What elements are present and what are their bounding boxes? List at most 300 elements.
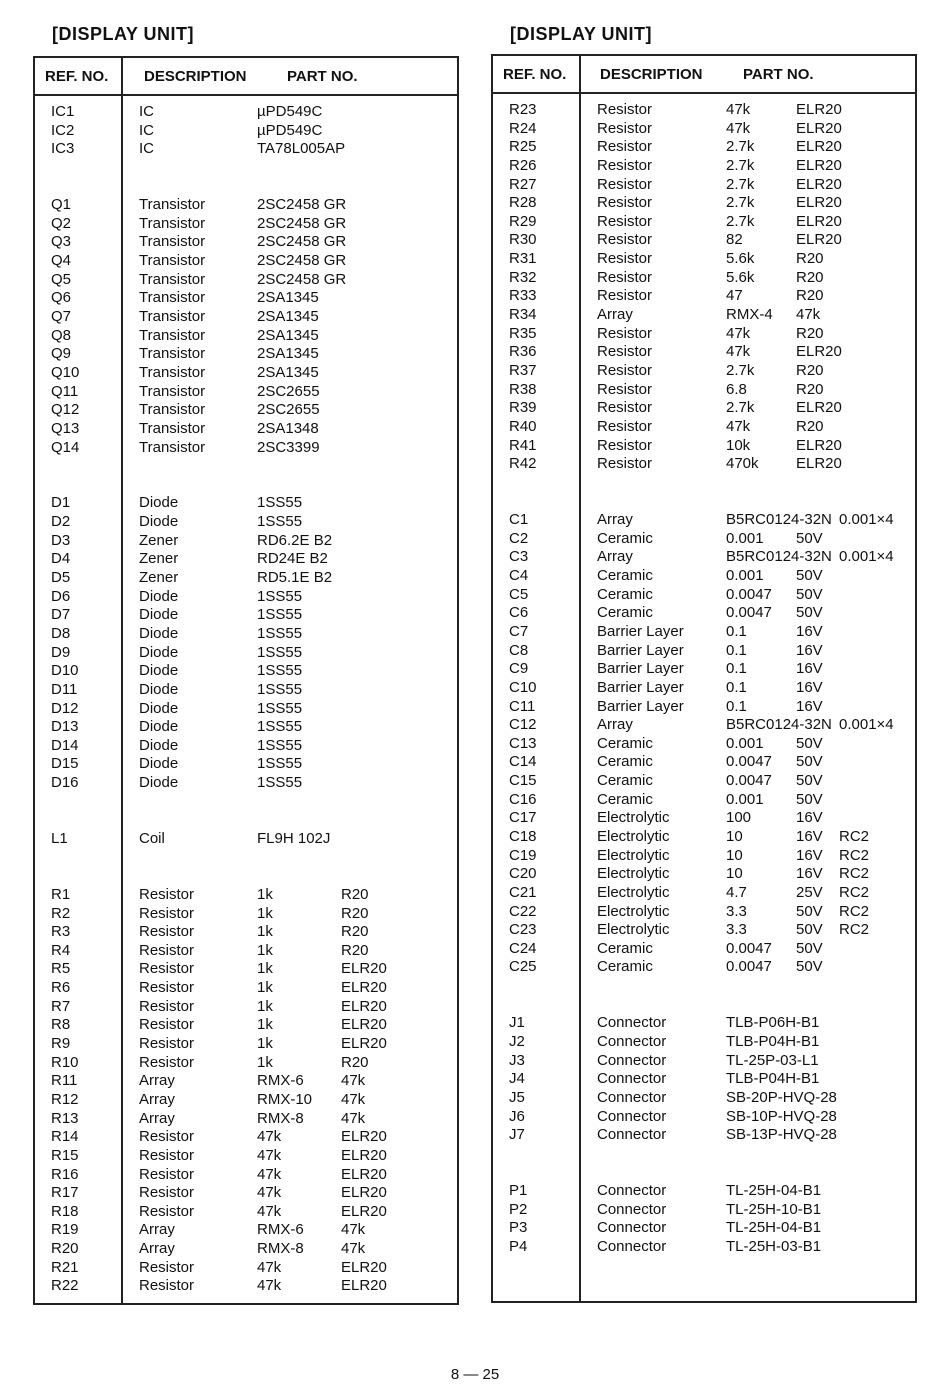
description-cell: Barrier Layer [597, 622, 684, 640]
table-row [493, 1014, 915, 1033]
part-rating-cell: 25V [796, 883, 823, 901]
table-row [35, 140, 457, 159]
part-no-cell: 1k [257, 960, 273, 978]
table-row [35, 289, 457, 308]
description-cell: Diode [139, 774, 179, 792]
table-row [35, 159, 457, 178]
part-no-cell: 1SS55 [257, 624, 303, 642]
part-extra-cell: 0.001×4 [839, 548, 894, 566]
part-extra-cell: RC2 [839, 902, 870, 920]
ref-no-cell: R3 [51, 923, 71, 941]
ref-no-cell: IC1 [51, 103, 75, 120]
description-cell: Zener [139, 550, 179, 568]
part-rating-cell: ELR20 [796, 343, 842, 361]
description-cell: Connector [597, 1088, 667, 1106]
table-row [35, 737, 457, 756]
description-cell: Diode [139, 755, 179, 773]
part-rating-cell: ELR20 [341, 997, 387, 1015]
part-no-cell: 2.7k [726, 399, 755, 417]
page-number: 8 — 25 [450, 1366, 500, 1383]
description-cell: Diode [139, 587, 179, 605]
ref-no-cell: D8 [51, 624, 71, 642]
part-rating-cell: 50V [796, 604, 823, 622]
ref-no-cell: L1 [51, 829, 68, 847]
part-rating-cell: ELR20 [796, 156, 842, 174]
table-row [35, 960, 457, 979]
part-no-cell: RMX-4 [726, 306, 773, 324]
description-cell: Electrolytic [597, 827, 670, 845]
part-no-cell: 47k [257, 1277, 282, 1295]
part-no-cell: 2.7k [726, 138, 755, 156]
part-no-cell: 1SS55 [257, 513, 303, 531]
part-rating-cell: 50V [796, 585, 823, 603]
part-no-cell: 0.001 [726, 529, 764, 547]
part-no-cell: 2.7k [726, 194, 755, 212]
part-rating-cell: 47k [341, 1221, 366, 1239]
part-rating-cell: R20 [796, 268, 824, 286]
part-no-cell: 47k [726, 119, 751, 137]
ref-no-cell: R39 [509, 399, 537, 417]
table-row [493, 511, 915, 530]
table-row [493, 231, 915, 250]
table-row [493, 716, 915, 735]
part-no-cell: 1k [257, 1053, 273, 1071]
part-no-cell: 0.001 [726, 567, 764, 585]
part-no-cell: 1k [257, 1035, 273, 1053]
part-no-cell: 3.3 [726, 902, 747, 920]
table-row [493, 325, 915, 344]
ref-no-cell: R5 [51, 960, 71, 978]
table-row [35, 942, 457, 961]
table-row [35, 513, 457, 532]
table-row [493, 101, 915, 120]
part-no-cell: 2SA1345 [257, 363, 319, 381]
part-no-cell: 2SA1348 [257, 419, 319, 437]
part-rating-cell: ELR20 [341, 979, 387, 997]
ref-no-cell: C9 [509, 660, 529, 678]
part-no-cell: 1k [257, 941, 273, 959]
description-cell: Electrolytic [597, 809, 670, 827]
right-table-header [493, 56, 915, 94]
part-no-cell: 0.0047 [726, 958, 772, 976]
ref-no-cell: IC2 [51, 121, 75, 139]
part-rating-cell: 47k [341, 1109, 366, 1127]
part-no-cell: 0.001 [726, 734, 764, 752]
part-no-cell: 1SS55 [257, 606, 303, 624]
part-no-cell: 6.8 [726, 380, 747, 398]
ref-no-cell: C8 [509, 641, 529, 659]
description-cell: Array [139, 1090, 175, 1108]
table-row [493, 381, 915, 400]
table-row [35, 793, 457, 812]
part-no-cell: 1SS55 [257, 662, 303, 680]
table-row [493, 343, 915, 362]
description-cell: Resistor [597, 324, 653, 342]
table-row [493, 940, 915, 959]
table-row [35, 774, 457, 793]
description-cell: Electrolytic [597, 921, 670, 939]
part-rating-cell: ELR20 [341, 1146, 387, 1164]
description-cell: Transistor [139, 401, 206, 419]
part-no-cell: RMX-8 [257, 1109, 304, 1127]
description-cell: Zener [139, 531, 179, 549]
part-no-cell: 0.1 [726, 697, 747, 715]
table-row [35, 1221, 457, 1240]
part-extra-cell: 0.001×4 [839, 716, 894, 734]
description-cell: Transistor [139, 382, 206, 400]
part-no-cell: TL-25H-04-B1 [726, 1182, 822, 1200]
part-rating-cell: 50V [796, 939, 823, 957]
description-cell: Resistor [597, 175, 653, 193]
description-cell: Resistor [597, 287, 653, 305]
table-row [493, 623, 915, 642]
description-cell: Resistor [597, 156, 653, 174]
ref-no-cell: C17 [509, 809, 537, 827]
ref-no-cell: C5 [509, 585, 529, 603]
table-row [493, 437, 915, 456]
description-cell: Connector [597, 1182, 667, 1200]
part-no-cell: TL-25H-10-B1 [726, 1200, 822, 1218]
description-cell: Transistor [139, 214, 206, 232]
description-cell: Resistor [597, 417, 653, 435]
part-no-cell: 0.1 [726, 678, 747, 696]
ref-no-cell: R29 [509, 212, 537, 230]
ref-no-cell: R27 [509, 175, 537, 193]
part-rating-cell: 50V [796, 753, 823, 771]
left-table-header [35, 58, 457, 96]
table-row [493, 698, 915, 717]
description-cell: IC [139, 121, 154, 139]
part-no-cell: 1SS55 [257, 587, 303, 605]
ref-no-cell: C6 [509, 604, 529, 622]
part-no-cell: TLB-P04H-B1 [726, 1033, 820, 1051]
ref-no-cell: R38 [509, 380, 537, 398]
table-row [35, 103, 457, 122]
part-no-cell: 2SC2655 [257, 382, 320, 400]
part-rating-cell: 16V [796, 865, 823, 883]
table-row [35, 830, 457, 849]
description-cell: Ceramic [597, 939, 653, 957]
table-row [493, 958, 915, 977]
part-rating-cell: R20 [796, 380, 824, 398]
table-row [493, 1164, 915, 1183]
ref-no-cell: C14 [509, 753, 537, 771]
description-cell: Resistor [139, 1165, 195, 1183]
table-row [493, 753, 915, 772]
part-no-cell: 1k [257, 979, 273, 997]
description-cell: Barrier Layer [597, 697, 684, 715]
ref-no-cell: C12 [509, 716, 537, 734]
description-cell: Transistor [139, 196, 206, 214]
part-rating-cell: ELR20 [341, 1165, 387, 1183]
ref-no-cell: R2 [51, 904, 71, 922]
description-cell: Transistor [139, 326, 206, 344]
part-rating-cell: 50V [796, 902, 823, 920]
description-cell: Resistor [139, 1146, 195, 1164]
table-row [493, 120, 915, 139]
left-table-body [35, 103, 457, 1296]
ref-no-cell: J7 [509, 1126, 525, 1144]
part-rating-cell: 16V [796, 660, 823, 678]
ref-no-cell: P4 [509, 1238, 528, 1256]
part-no-cell: 2SC3399 [257, 438, 320, 456]
description-cell: Resistor [139, 979, 195, 997]
ref-no-cell: R31 [509, 250, 537, 268]
description-cell: Diode [139, 662, 179, 680]
table-row [493, 586, 915, 605]
description-cell: Connector [597, 1126, 667, 1144]
ref-no-cell: R33 [509, 287, 537, 305]
part-rating-cell: ELR20 [796, 175, 842, 193]
table-row [493, 791, 915, 810]
description-cell: Resistor [139, 1128, 195, 1146]
part-rating-cell: ELR20 [796, 399, 842, 417]
table-row [35, 644, 457, 663]
description-cell: Connector [597, 1238, 667, 1256]
part-no-cell: 47k [257, 1146, 282, 1164]
part-no-cell: TL-25P-03-L1 [726, 1051, 819, 1069]
part-rating-cell: 50V [796, 772, 823, 790]
ref-no-cell: R24 [509, 119, 537, 137]
description-cell: Diode [139, 494, 179, 512]
table-row [35, 718, 457, 737]
part-no-cell: 2.7k [726, 156, 755, 174]
table-row [35, 420, 457, 439]
table-row [35, 1240, 457, 1259]
table-row [35, 569, 457, 588]
description-cell: Transistor [139, 363, 206, 381]
table-row [35, 215, 457, 234]
table-row [493, 548, 915, 567]
ref-no-cell: R41 [509, 436, 537, 454]
part-no-cell: µPD549C [257, 121, 323, 139]
part-extra-cell: 0.001×4 [839, 511, 894, 529]
table-row [35, 700, 457, 719]
table-row [35, 439, 457, 458]
ref-no-cell: D1 [51, 494, 71, 512]
table-row [35, 1203, 457, 1222]
part-rating-cell: ELR20 [796, 455, 842, 473]
part-rating-cell: R20 [796, 324, 824, 342]
ref-no-cell: R35 [509, 324, 537, 342]
ref-no-cell: R14 [51, 1128, 79, 1146]
table-row [493, 474, 915, 493]
table-row [35, 178, 457, 197]
description-cell: Ceramic [597, 567, 653, 585]
part-no-cell: 47 [726, 287, 743, 305]
part-no-cell: 5.6k [726, 250, 755, 268]
part-rating-cell: 50V [796, 529, 823, 547]
part-rating-cell: R20 [341, 1053, 369, 1071]
table-row [493, 828, 915, 847]
description-cell: Array [597, 548, 633, 566]
ref-no-cell: C7 [509, 622, 529, 640]
table-row [35, 811, 457, 830]
part-no-cell: B5RC0124-32N [726, 511, 832, 529]
part-no-cell: 0.1 [726, 622, 747, 640]
table-row [493, 772, 915, 791]
ref-no-cell: R13 [51, 1109, 79, 1127]
description-cell: Diode [139, 606, 179, 624]
ref-no-cell: C10 [509, 678, 537, 696]
ref-no-cell: R34 [509, 306, 537, 324]
table-row [493, 977, 915, 996]
description-cell: Array [597, 306, 633, 324]
part-no-cell: 2SA1345 [257, 308, 319, 326]
table-row [35, 979, 457, 998]
description-cell: Transistor [139, 438, 206, 456]
part-no-cell: 10 [726, 846, 743, 864]
table-row [35, 550, 457, 569]
part-no-cell: 10k [726, 436, 751, 454]
ref-no-cell: C22 [509, 902, 537, 920]
part-no-cell: RD5.1E B2 [257, 569, 333, 587]
part-no-cell: 2SC2458 GR [257, 214, 347, 232]
part-no-cell: RMX-6 [257, 1072, 304, 1090]
left-title: [DISPLAY UNIT] [52, 24, 195, 44]
ref-no-cell: D3 [51, 531, 71, 549]
part-no-cell: 47k [726, 417, 751, 435]
ref-no-cell: C21 [509, 883, 537, 901]
description-cell: Resistor [139, 941, 195, 959]
description-cell: Diode [139, 643, 179, 661]
description-cell: Resistor [597, 399, 653, 417]
part-no-cell: 47k [257, 1165, 282, 1183]
description-cell: Resistor [597, 455, 653, 473]
table-row [35, 345, 457, 364]
table-row [35, 308, 457, 327]
ref-no-cell: C4 [509, 567, 529, 585]
part-no-cell: 2SA1345 [257, 345, 319, 363]
ref-no-cell: R11 [51, 1072, 78, 1090]
table-row [493, 660, 915, 679]
description-cell: Connector [597, 1070, 667, 1088]
ref-no-cell: R42 [509, 455, 537, 473]
table-row [493, 903, 915, 922]
part-no-cell: 2SC2655 [257, 401, 320, 419]
description-cell: Ceramic [597, 585, 653, 603]
description-cell: Connector [597, 1014, 667, 1032]
description-cell: Resistor [139, 997, 195, 1015]
part-no-cell: 2.7k [726, 212, 755, 230]
part-rating-cell: 16V [796, 827, 823, 845]
table-row [493, 847, 915, 866]
part-no-cell: 1SS55 [257, 494, 303, 512]
description-cell: Ceramic [597, 604, 653, 622]
ref-no-cell: R8 [51, 1016, 71, 1034]
ref-no-header: REF. NO. [503, 66, 567, 83]
part-no-cell: 47k [257, 1128, 282, 1146]
description-cell: Resistor [139, 1277, 195, 1295]
ref-no-cell: C2 [509, 529, 529, 547]
ref-no-cell: D7 [51, 606, 71, 624]
description-cell: Array [139, 1221, 175, 1239]
description-cell: Resistor [597, 212, 653, 230]
part-no-cell: 2SC2458 GR [257, 233, 347, 251]
part-no-cell: 1SS55 [257, 736, 303, 754]
ref-no-cell: Q12 [51, 401, 80, 419]
description-cell: IC [139, 103, 154, 120]
right-table-body [493, 101, 915, 1257]
description-cell: Resistor [139, 1035, 195, 1053]
description-cell: Ceramic [597, 529, 653, 547]
description-cell: Ceramic [597, 753, 653, 771]
table-row [35, 1091, 457, 1110]
ref-no-cell: C23 [509, 921, 537, 939]
ref-no-cell: Q8 [51, 326, 72, 344]
description-cell: Resistor [597, 380, 653, 398]
ref-no-cell: R25 [509, 138, 537, 156]
table-row [35, 494, 457, 513]
part-no-cell: B5RC0124-32N [726, 716, 832, 734]
ref-no-cell: R4 [51, 941, 71, 959]
part-rating-cell: ELR20 [796, 212, 842, 230]
part-no-cell: RD24E B2 [257, 550, 328, 568]
part-no-cell: 470k [726, 455, 759, 473]
table-row [493, 213, 915, 232]
description-cell: Diode [139, 736, 179, 754]
part-rating-cell: 50V [796, 567, 823, 585]
table-row [35, 1016, 457, 1035]
part-rating-cell: 16V [796, 697, 823, 715]
ref-no-cell: Q13 [51, 419, 80, 437]
part-no-cell: 47k [257, 1184, 282, 1202]
part-no-cell: 10 [726, 827, 743, 845]
part-extra-cell: RC2 [839, 921, 870, 939]
description-cell: Diode [139, 513, 179, 531]
description-cell: Connector [597, 1033, 667, 1051]
ref-no-cell: Q9 [51, 345, 72, 363]
table-row [493, 418, 915, 437]
ref-no-cell: Q6 [51, 289, 72, 307]
table-row [493, 306, 915, 325]
part-rating-cell: R20 [796, 287, 824, 305]
part-no-cell: 2.7k [726, 361, 755, 379]
part-no-cell: 0.001 [726, 790, 764, 808]
description-cell: Resistor [597, 250, 653, 268]
description-cell: Resistor [597, 119, 653, 137]
table-row [493, 250, 915, 269]
table-row [493, 1126, 915, 1145]
description-cell: Ceramic [597, 772, 653, 790]
part-rating-cell: ELR20 [796, 119, 842, 137]
part-no-cell: 1SS55 [257, 774, 303, 792]
description-cell: Array [597, 716, 633, 734]
part-rating-cell: ELR20 [341, 1128, 387, 1146]
part-no-cell: 47k [257, 1258, 282, 1276]
table-row [493, 399, 915, 418]
table-row [493, 642, 915, 661]
ref-no-cell: D6 [51, 587, 71, 605]
part-rating-cell: R20 [341, 941, 369, 959]
table-row [493, 809, 915, 828]
ref-no-cell: R12 [51, 1090, 79, 1108]
part-no-cell: RMX-10 [257, 1090, 313, 1108]
right-parts-table [491, 54, 917, 1303]
table-row [493, 455, 915, 474]
table-row [493, 157, 915, 176]
right-title: [DISPLAY UNIT] [510, 24, 653, 44]
description-cell: Resistor [139, 885, 195, 903]
table-row [35, 588, 457, 607]
table-row [493, 1201, 915, 1220]
ref-no-cell: R18 [51, 1202, 79, 1220]
part-no-cell: µPD549C [257, 103, 323, 120]
part-extra-cell: RC2 [839, 827, 870, 845]
part-no-cell: 1k [257, 885, 273, 903]
description-cell: Array [597, 511, 633, 529]
part-no-header: PART NO. [287, 68, 358, 85]
